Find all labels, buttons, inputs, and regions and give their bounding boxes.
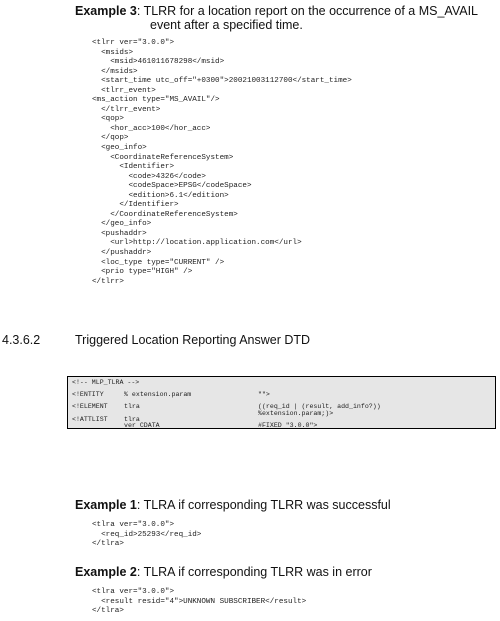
example3-title-line1: : TLRR for a location report on the occurrence of a MS_AVAIL: [136, 4, 478, 18]
dtd-cell: "">: [258, 391, 270, 398]
dtd-row: [72, 390, 492, 399]
example3-title-line2: event after a specified time.: [150, 18, 303, 32]
dtd-cell: ver CDATA: [124, 422, 160, 429]
dtd-cell: <!-- MLP_TLRA -->: [72, 379, 140, 386]
dtd-code-box: [67, 376, 496, 429]
example2-label: Example 2: [75, 565, 137, 579]
example2-code-block: <tlra ver="3.0.0"> <result resid="4">UNKNOWN SUBSCRIBER</result> </tlra>: [92, 588, 307, 616]
dtd-cell: <!ELEMENT: [72, 403, 108, 410]
dtd-cell: <!ATTLIST: [72, 416, 108, 423]
section-title: Triggered Location Reporting Answer DTD: [75, 333, 311, 347]
dtd-cell: ((req_id | (result, add_info?)): [258, 403, 381, 410]
dtd-row: [72, 421, 492, 430]
example3-label: Example 3: [75, 4, 137, 18]
section-heading: [0, 333, 500, 349]
dtd-cell: <!ENTITY: [72, 391, 104, 398]
dtd-cell: % extension.param: [124, 391, 192, 398]
dtd-row: [72, 378, 492, 387]
example1-heading: [75, 498, 391, 513]
example3-heading-cont: [150, 18, 303, 33]
example1-code-block: <tlra ver="3.0.0"> <req_id>25293</req_id> </tlra>: [92, 521, 202, 549]
dtd-cell: %extension.param;)>: [258, 410, 334, 417]
example1-label: Example 1: [75, 498, 137, 512]
dtd-cell: #FIXED "3.0.0">: [258, 422, 318, 429]
example3-heading: [75, 4, 478, 19]
example2-heading: [75, 565, 372, 580]
example3-code-block: <tlrr ver="3.0.0"> <msids> <msid>461011678298</msid> </msids> <start_time utc_off="+0300">20021003112700</start_time> <tlrr_event> <ms_action type="MS_AVAIL"/> </tlrr_event> <qop> <hor_acc>100</hor_acc> </qop> <geo_info> <CoordinateReferenceSystem> <Identifier> <code>4326</code> <codeSpace>EPSG</codeSpace> <edition>6.1</edition> </Identifier> </CoordinateReferenceSystem> </geo_info> <pushaddr> <url>http://location.application.com</url> </pushaddr> <loc_type type="CURRENT" /> <prio type="HIGH" /> </tlrr>: [92, 39, 352, 286]
dtd-cell: tlra: [124, 416, 140, 423]
example1-title: : TLRA if corresponding TLRR was successful: [136, 498, 391, 512]
example2-title: : TLRA if corresponding TLRR was in error: [136, 565, 372, 579]
dtd-cell: tlra: [124, 403, 140, 410]
section-number: 4.3.6.2: [2, 333, 41, 347]
